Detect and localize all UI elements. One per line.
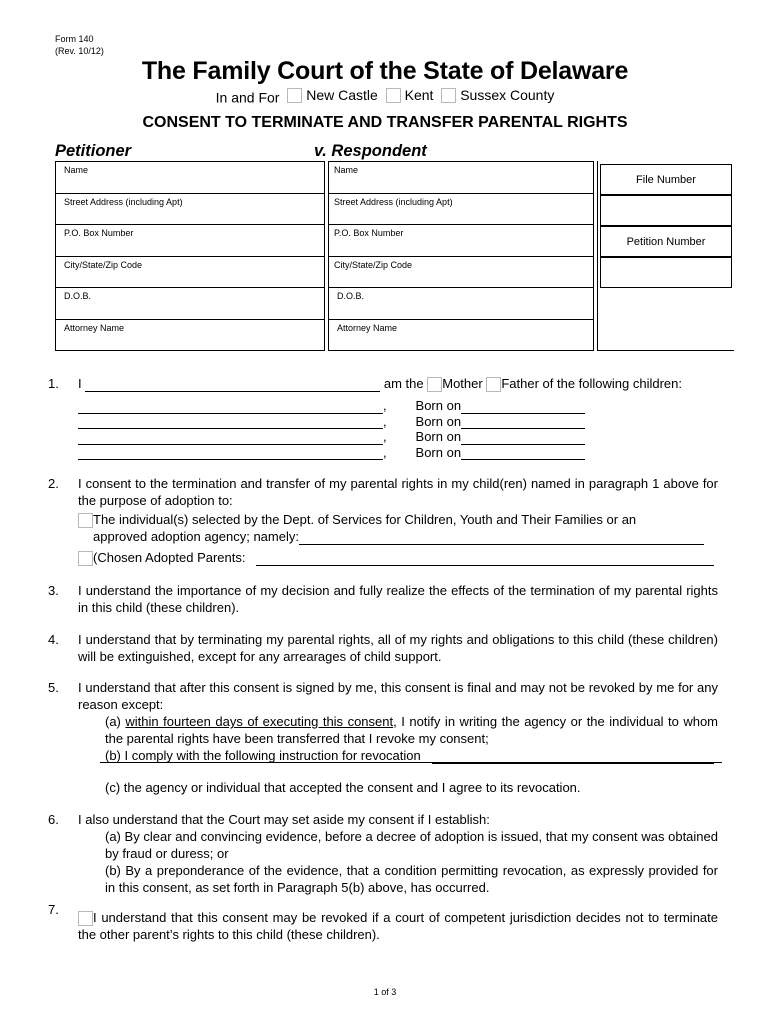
- paragraph-4: [48, 631, 718, 665]
- p5-a-rest: , I notify in writing the agency or the individual to whom the parental rights have been transferred that I revoke my consent;: [105, 714, 719, 746]
- petition-number-input[interactable]: [600, 257, 732, 288]
- petitioner-box: [55, 161, 325, 351]
- children-list: [78, 398, 598, 460]
- p2-option-2: [78, 549, 723, 566]
- county-selector: [0, 87, 770, 106]
- birth-date-input[interactable]: [461, 431, 585, 445]
- kent-label: Kent: [404, 87, 434, 103]
- child-name-input[interactable]: [78, 431, 383, 445]
- born-on-label: Born on: [415, 413, 462, 429]
- option2-label: (Chosen Adopted Parents:: [93, 550, 246, 565]
- paragraph-number: 6.: [48, 812, 59, 827]
- page-number: 1 of 3: [373, 987, 397, 997]
- chosen-parents-input[interactable]: [256, 551, 714, 566]
- paragraph-3: [48, 582, 718, 616]
- father-label: Father of the following children:: [501, 376, 682, 391]
- new-castle-label: New Castle: [306, 87, 378, 103]
- child-row: [78, 429, 598, 445]
- p2-text: I consent to the termination and transfer of my parental rights in my child(ren) named in paragraph 1 above for the purpose of adoption to:: [78, 476, 718, 508]
- field-label: D.O.B.: [337, 291, 365, 301]
- respondent-street-field[interactable]: [329, 194, 593, 226]
- agency-name-input[interactable]: [299, 530, 704, 545]
- p2-option-1: [78, 511, 723, 545]
- paragraph-number: 7.: [48, 902, 59, 917]
- child-name-input[interactable]: [78, 446, 383, 460]
- field-label: City/State/Zip Code: [64, 259, 143, 270]
- p5-a-prefix: (a): [105, 714, 126, 729]
- petitioner-dob-field[interactable]: [56, 288, 324, 320]
- field-label: Name: [64, 165, 89, 175]
- petitioner-name-field[interactable]: [56, 162, 324, 194]
- p5-b-text: (b) I comply with the following instruction for revocation: [105, 748, 421, 763]
- paragraph-number: 4.: [48, 632, 59, 647]
- new-castle-checkbox[interactable]: [287, 88, 302, 103]
- kent-checkbox[interactable]: [386, 88, 401, 103]
- birth-date-input[interactable]: [461, 415, 585, 429]
- p1-am-the: am the: [383, 376, 424, 391]
- field-label: Street Address (including Apt): [64, 196, 183, 207]
- comma: ,: [383, 398, 387, 413]
- option1-line1: The individual(s) selected by the Dept. of Services for Children, Youth and Their Families or an: [93, 512, 637, 527]
- field-label: Name: [334, 165, 359, 175]
- paragraph-2: [48, 475, 718, 509]
- child-row: [78, 414, 598, 430]
- mother-checkbox[interactable]: [427, 377, 442, 392]
- parent-name-input[interactable]: [85, 377, 380, 392]
- p3-text: I understand the importance of my decision and fully realize the effects of the termination of my parental rights in this child (these children).: [78, 583, 718, 615]
- field-label: P.O. Box Number: [334, 228, 404, 238]
- p5-text: I understand that after this consent is signed by me, this consent is final and may not be revoked by me for any reason except:: [78, 680, 718, 712]
- born-on-label: Born on: [415, 398, 462, 413]
- form-revision: (Rev. 10/12): [55, 46, 104, 56]
- file-number-label-box: [600, 164, 732, 195]
- petitioner-label: Petitioner: [55, 142, 132, 160]
- p1-prefix: I: [78, 376, 82, 391]
- paragraph-number: 5.: [48, 680, 59, 695]
- p7-text: I understand that this consent may be revoked if a court of competent jurisdiction decides not to terminate the other parent’s rights to this child (these children).: [78, 910, 718, 943]
- paragraph-number: 1.: [48, 376, 59, 391]
- petition-number-label-box: [600, 226, 732, 257]
- child-row: [78, 445, 598, 461]
- other-parent-checkbox[interactable]: [78, 911, 93, 926]
- comma: ,: [383, 444, 387, 460]
- father-checkbox[interactable]: [486, 377, 501, 392]
- sussex-checkbox[interactable]: [441, 88, 456, 103]
- court-title: The Family Court of the State of Delaware: [141, 57, 629, 85]
- petitioner-street-field[interactable]: [56, 194, 324, 226]
- field-label: Street Address (including Apt): [334, 196, 453, 207]
- respondent-dob-field[interactable]: [329, 288, 593, 320]
- p5-a-underlined: within fourteen days of executing this consent: [125, 714, 394, 729]
- respondent-attorney-field[interactable]: [329, 320, 593, 352]
- file-number-label: File Number: [636, 174, 696, 186]
- petition-number-label: Petition Number: [626, 236, 706, 248]
- born-on-label: Born on: [415, 429, 462, 444]
- sussex-label: Sussex County: [460, 87, 555, 103]
- respondent-city-field[interactable]: [329, 257, 593, 289]
- born-on-label: Born on: [415, 444, 462, 460]
- child-name-input[interactable]: [78, 400, 383, 414]
- file-number-input[interactable]: [600, 195, 732, 226]
- p4-text: I understand that by terminating my parental rights, all of my rights and obligations to this child (these children) will be extinguished, except for any arrearages of child support.: [78, 632, 718, 664]
- child-name-input[interactable]: [78, 415, 383, 429]
- field-label: P.O. Box Number: [64, 228, 134, 238]
- field-label: D.O.B.: [64, 291, 92, 301]
- paragraph-1: [48, 375, 718, 392]
- in-and-for-label: In and For: [215, 89, 280, 106]
- field-label: Attorney Name: [64, 322, 125, 333]
- form-number: [55, 33, 104, 57]
- child-row: [78, 398, 598, 414]
- respondent-pobox-field[interactable]: [329, 225, 593, 257]
- birth-date-input[interactable]: [461, 446, 585, 460]
- respondent-box: [328, 161, 594, 351]
- p6-a: (a) By clear and convincing evidence, before a decree of adoption is issued, that my consent was obtained by fraud or duress; or: [105, 829, 718, 861]
- paragraph-5: [48, 679, 718, 764]
- dscyf-option-checkbox[interactable]: [78, 513, 93, 528]
- p7-body: [78, 909, 718, 943]
- petitioner-attorney-field[interactable]: [56, 320, 324, 352]
- paragraph-6: [48, 811, 718, 896]
- comma: ,: [383, 413, 387, 429]
- mother-label: Mother: [442, 376, 483, 391]
- field-label: City/State/Zip Code: [334, 259, 413, 270]
- petitioner-city-field[interactable]: [56, 257, 324, 289]
- birth-date-input[interactable]: [461, 400, 585, 414]
- p6-b: (b) By a preponderance of the evidence, that a condition permitting revocation, as expressly provided for in this consent, as set forth in Paragraph 5(b) above, has occurred.: [105, 863, 718, 895]
- petitioner-pobox-field[interactable]: [56, 225, 324, 257]
- p5-c: (c) the agency or individual that accepted the consent and I agree to its revocation.: [105, 780, 581, 795]
- form-no-text: Form 140: [55, 34, 94, 44]
- revocation-instruction-line-2[interactable]: [100, 762, 722, 763]
- chosen-parents-checkbox[interactable]: [78, 551, 93, 566]
- caption-bottom-rule: [597, 350, 734, 351]
- comma: ,: [383, 429, 387, 444]
- p6-text: I also understand that the Court may set aside my consent if I establish:: [78, 812, 490, 827]
- field-label: Attorney Name: [337, 322, 398, 333]
- document-title: CONSENT TO TERMINATE AND TRANSFER PARENTAL RIGHTS: [142, 114, 628, 131]
- p5-a: [78, 713, 718, 747]
- paragraph-number: 3.: [48, 583, 59, 598]
- respondent-name-field[interactable]: [329, 162, 593, 194]
- option1-line2: approved adoption agency; namely:: [93, 529, 299, 545]
- paragraph-number: 2.: [48, 476, 59, 491]
- respondent-label: v. Respondent: [314, 142, 427, 160]
